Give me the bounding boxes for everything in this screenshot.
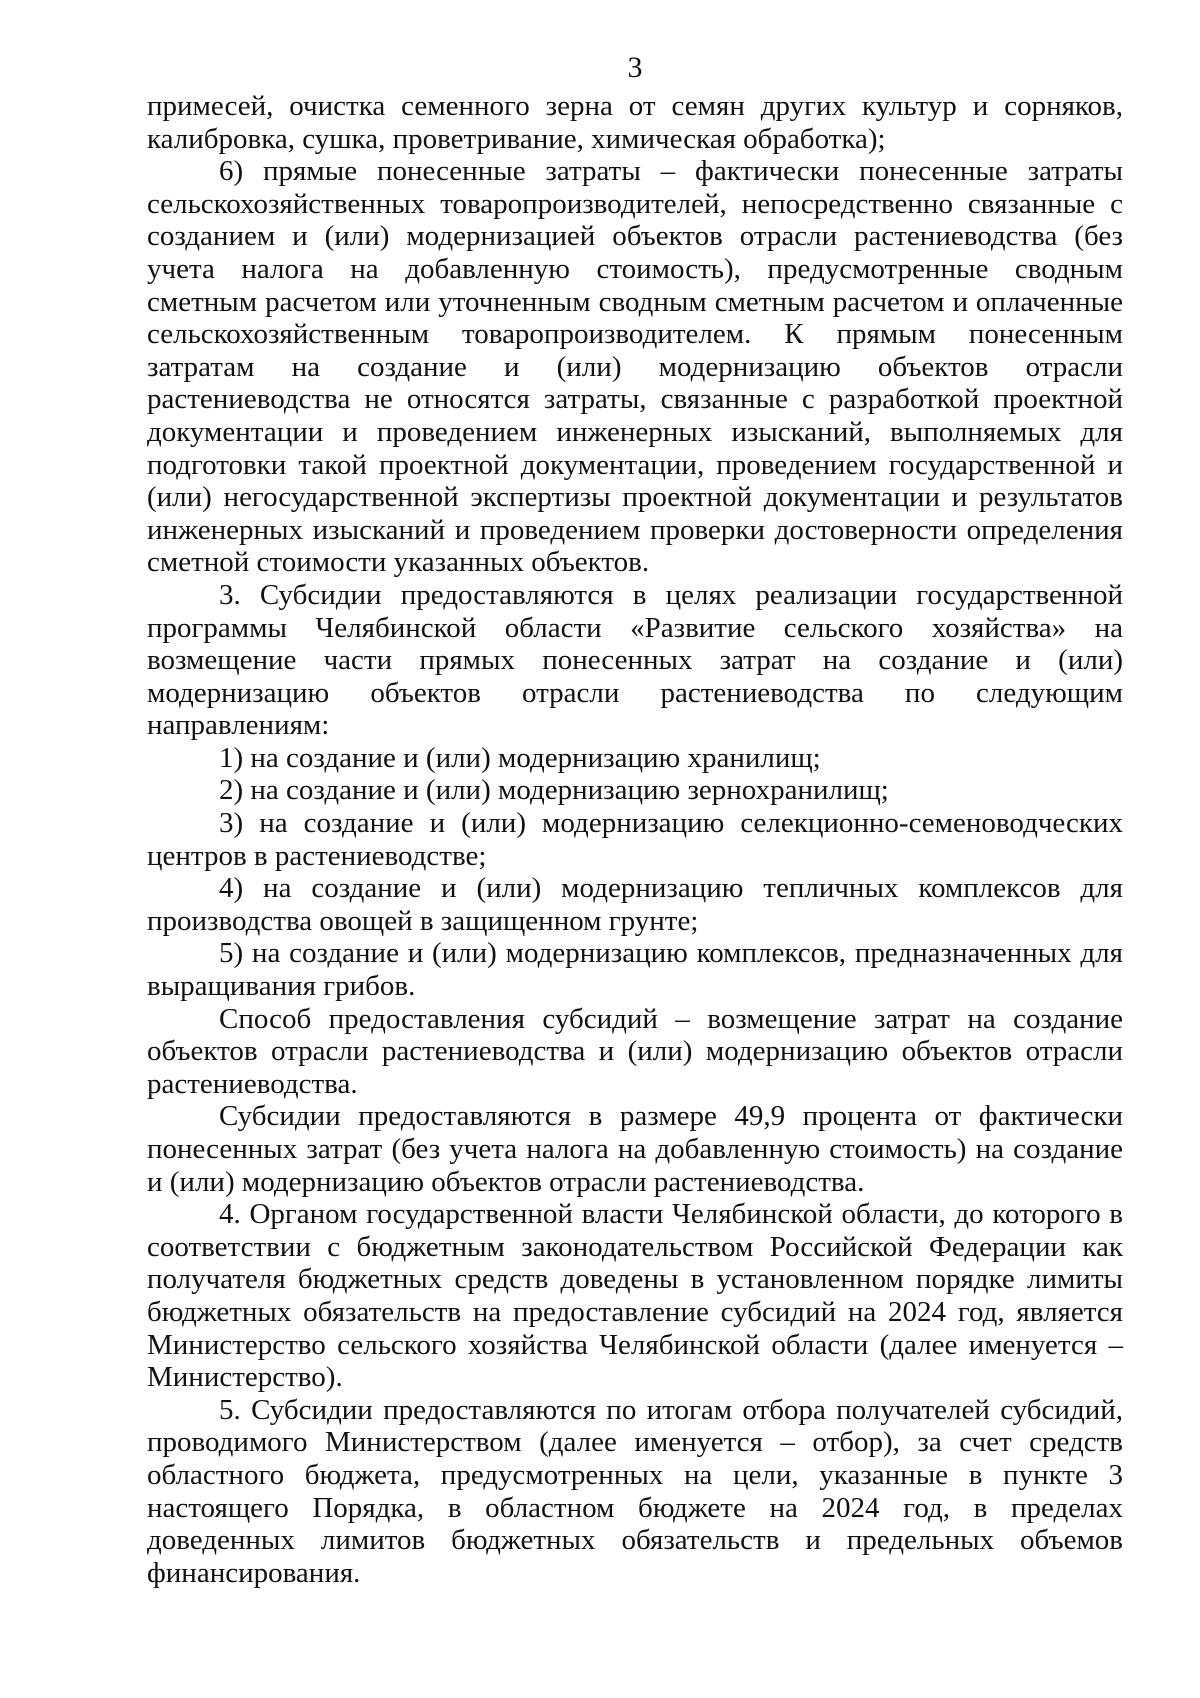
paragraph-item-6-direct-costs: 6) прямые понесенные затраты – фактически понесенные затраты сельскохозяйственных товаропроизводителей, непосредственно связанные с созданием и (или) модернизацией объектов отрасли растениеводства (без учета налога на добавленную стоимость), предусмотренные сводным сметным расчетом или уточненным сводным сметным расчетом и оплаченные сельскохозяйственным товаропроизводителем. К прямым понесенным затратам на создание и (или) модернизацию объектов отрасли растениеводства не относятся затраты, связанные с разработкой проектной документации и проведением инженерных изысканий, выполняемых для подготовки такой проектной документации, проведением государственной и (или) негосударственной экспертизы проектной документации и результатов инженерных изысканий и проведением проверки достоверности определения сметной стоимости указанных объектов. (147, 155, 1123, 579)
page-number: 3 (627, 51, 643, 84)
list-item-grain-storage: 2) на создание и (или) модернизацию зернохранилищ; (219, 774, 889, 807)
list-item-greenhouses: 4) на создание и (или) модернизацию тепличных комплексов для производства овощей в защищенном грунте; (147, 872, 1123, 937)
paragraph-continuation: примесей, очистка семенного зерна от семян других культур и сорняков, калибровка, сушка, проветривание, химическая обработка); (147, 90, 1123, 155)
paragraph-subsidy-amount: Субсидии предоставляются в размере 49,9 процента от фактически понесенных затрат (без учета налога на добавленную стоимость) на создание и (или) модернизацию объектов отрасли растениеводства. (147, 1100, 1123, 1198)
document-page (147, 50, 1123, 1589)
paragraph-section-5: 5. Субсидии предоставляются по итогам отбора получателей субсидий, проводимого Министерством (далее именуется – отбор), за счет средств областного бюджета, предусмотренных на цели, указанные в пункте 3 настоящего Порядка, в областном бюджете на 2024 год, в пределах доведенных лимитов бюджетных обязательств и предельных объемов финансирования. (147, 1393, 1123, 1589)
paragraph-section-3: 3. Субсидии предоставляются в целях реализации государственной программы Челябинской области «Развитие сельского хозяйства» на возмещение части прямых понесенных затрат на создание и (или) модернизацию объектов отрасли растениеводства по следующим направлениям: (147, 578, 1123, 742)
list-item-mushrooms: 5) на создание и (или) модернизацию комплексов, предназначенных для выращивания грибов. (147, 937, 1123, 1003)
list-item-storage: 1) на создание и (или) модернизацию хранилищ; (219, 741, 821, 774)
paragraph-subsidy-method: Способ предоставления субсидий – возмещение затрат на создание объектов отрасли растениеводства и (или) модернизацию объектов отрасли растениеводства. (147, 1002, 1123, 1100)
list-item-seed-centers: 3) на создание и (или) модернизацию селекционно-семеноводческих центров в растениеводстве; (147, 807, 1123, 872)
paragraph-section-4: 4. Органом государственной власти Челябинской области, до которого в соответствии с бюджетным законодательством Российской Федерации как получателя бюджетных средств доведены в установленном порядке лимиты бюджетных обязательств на предоставление субсидий на 2024 год, является Министерство сельского хозяйства Челябинской области (далее именуется – Министерство). (147, 1198, 1123, 1394)
